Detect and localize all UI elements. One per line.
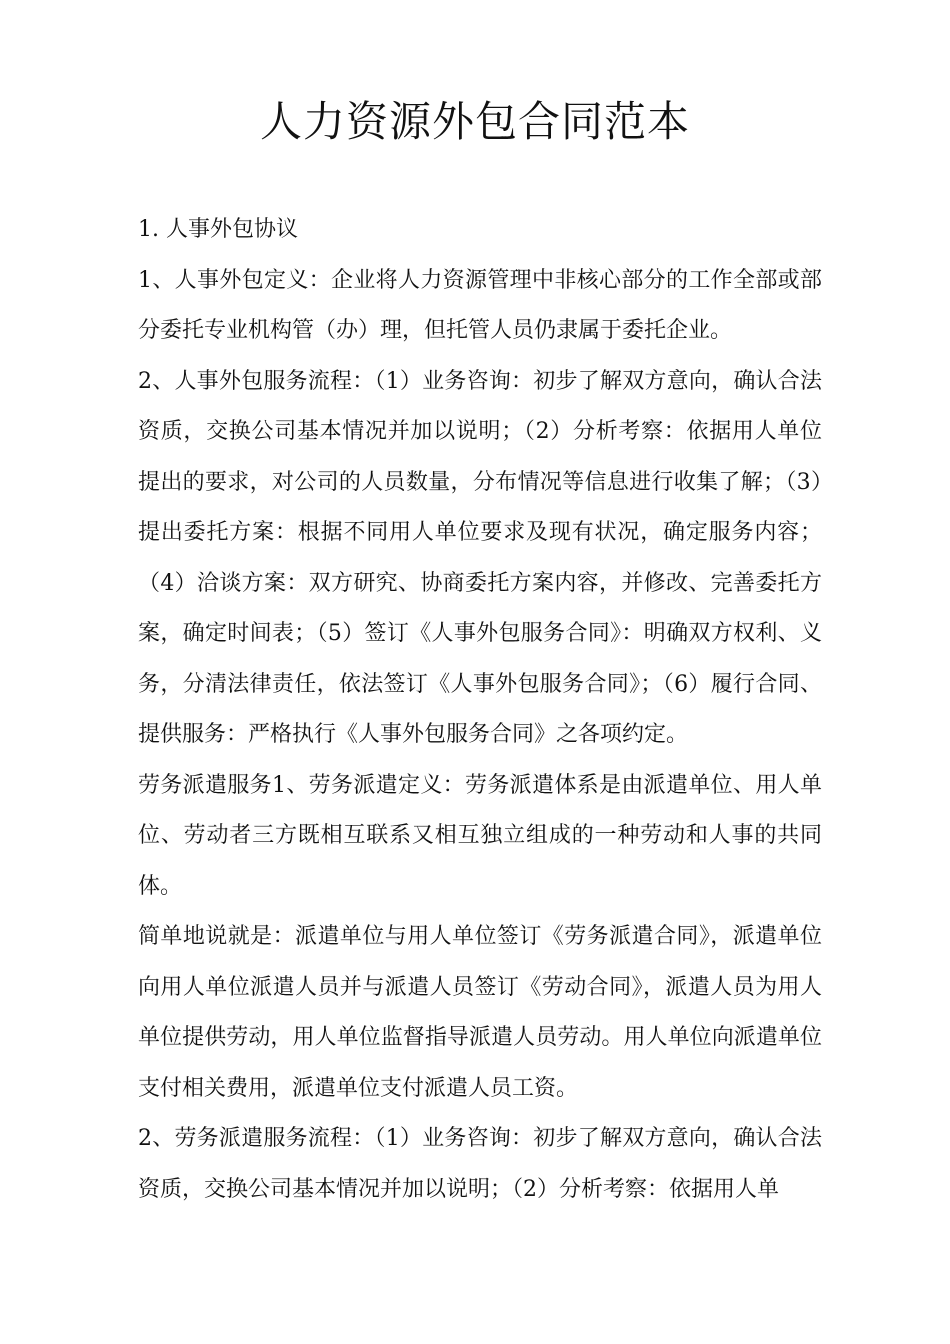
document-title: 人力资源外包合同范本 [259,97,690,146]
paragraph-outsourcing-process: 2、人事外包服务流程：（1）业务咨询：初步了解双方意向，确认合法资质，交换公司基本情况并加以说明；（2）分析考察：依据用人单位提出的要求，对公司的人员数量，分布情况等信息进行收集了解；（3）提出委托方案：根据不同用人单位要求及现有状况，确定服务内容；（4）洽谈方案：双方研究、协商委托方案内容，并修改、完善委托方案，确定时间表；（5）签订《人事外包服务合同》：明确双方权利、义务，分清法律责任，依法签订《人事外包服务合同》；（6）履行合同、提供服务：严格执行《人事外包服务合同》之各项约定。 [138,368,822,747]
section-heading: 1. 人事外包协议 [138,217,298,242]
paragraph-dispatch-definition: 劳务派遣服务1、劳务派遣定义：劳务派遣体系是由派遣单位、用人单位、劳动者三方既相互联系又相互独立组成的一种劳动和人事的共同体。 [138,772,822,899]
paragraph-outsourcing-definition: 1、人事外包定义：企业将人力资源管理中非核心部分的工作全部或部分委托专业机构管（办）理，但托管人员仍隶属于委托企业。 [138,267,822,343]
document-body [138,205,822,1215]
paragraph-dispatch-explanation: 简单地说就是：派遣单位与用人单位签订《劳务派遣合同》，派遣单位向用人单位派遣人员并与派遣人员签订《劳动合同》，派遣人员为用人单位提供劳动，用人单位监督指导派遣人员劳动。用人单位向派遣单位支付相关费用，派遣单位支付派遣人员工资。 [138,924,822,1101]
paragraph-dispatch-process: 2、劳务派遣服务流程：（1）业务咨询：初步了解双方意向，确认合法资质，交换公司基本情况并加以说明；（2）分析考察：依据用人单 [138,1126,822,1202]
